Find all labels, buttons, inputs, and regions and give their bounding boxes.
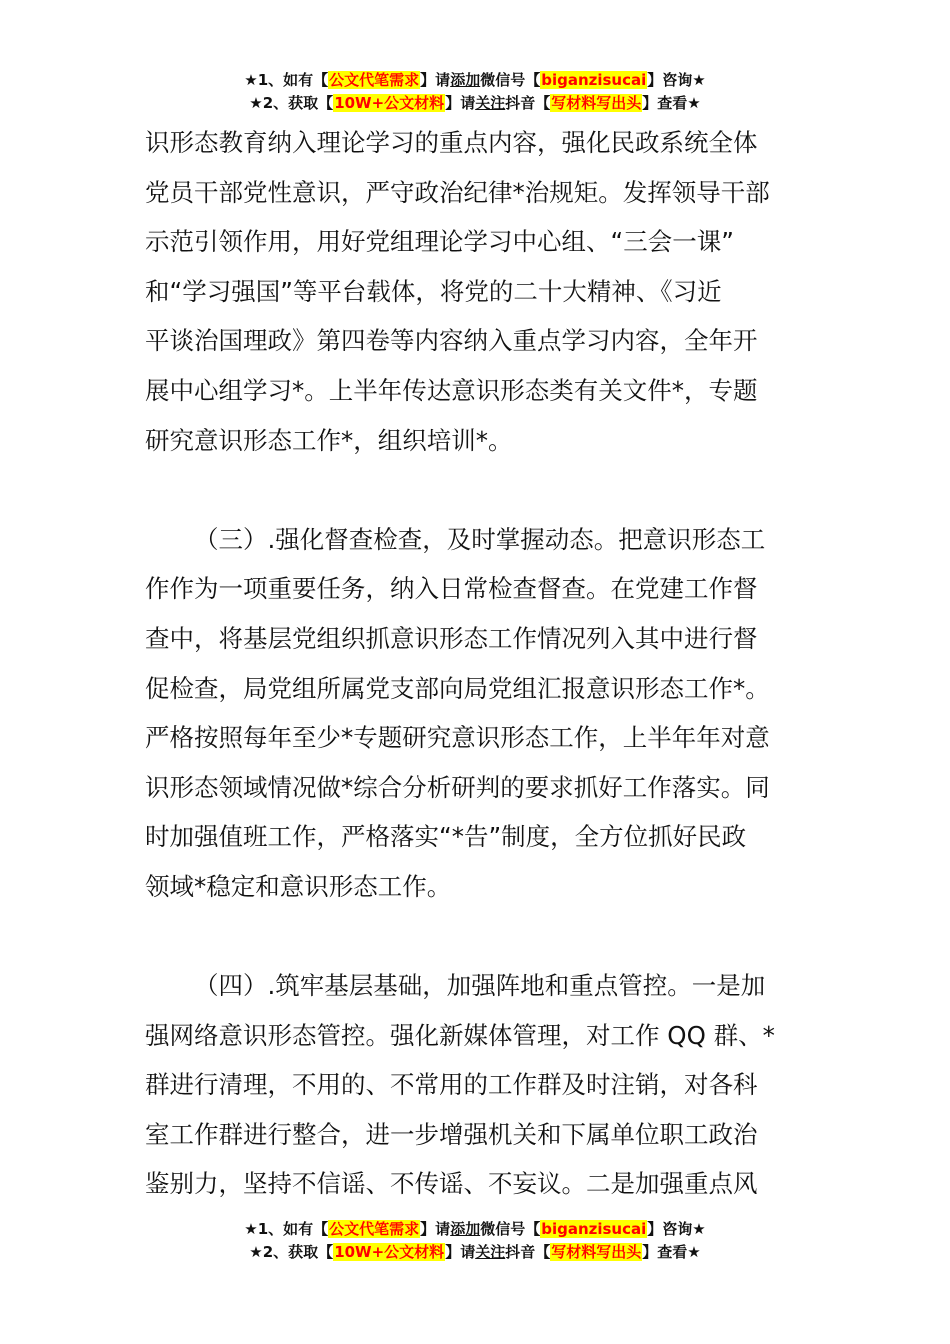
banner-text: 】请 [445,1243,476,1261]
text-line: （三）.强化督查检查，及时掌握动态。把意识形态工 [194,524,766,554]
banner-text: 】查看★ [642,1243,701,1261]
text-line: 鉴别力，坚持不信谣、不传谣、不妄议。二是加强重点风 [145,1169,758,1199]
underlined-text: 添加 [450,71,481,89]
text-line: 识形态领域情况做*综合分析研判的要求抓好工作落实。同 [145,772,770,802]
banner-text: 】咨询★ [647,1220,706,1238]
underlined-text: 添加 [450,1220,481,1238]
highlight-text: biganzisucai [541,71,647,89]
text-line: 作作为一项重要任务，纳入日常检查督查。在党建工作督 [145,574,758,604]
text-line: 展中心组学习*。上半年传达意识形态类有关文件*，专题 [145,375,758,405]
banner-text: ★2、获取【 [249,94,334,112]
footer-banner [0,1218,950,1264]
banner-text: 抖音【 [505,1243,551,1261]
text-line: 室工作群进行整合，进一步增强机关和下属单位职工政治 [145,1119,758,1149]
text-line: 领域*稳定和意识形态工作。 [145,871,452,901]
banner-text: 微信号【 [480,1220,541,1238]
text-line: 群进行清理，不用的、不常用的工作群及时注销，对各科 [145,1070,758,1100]
highlight-text: 公文代笔需求 [329,71,420,89]
text-line: 严格按照每年至少*专题研究意识形态工作，上半年年对意 [145,723,770,753]
paragraph-3 [145,961,807,1209]
banner-line-1 [0,1218,950,1241]
banner-text: 】查看★ [642,94,701,112]
banner-text: 抖音【 [505,94,551,112]
underlined-text: 关注 [475,94,506,112]
banner-text: 】请 [445,94,476,112]
text-line: 强网络意识形态管控。强化新媒体管理，对工作 QQ 群、* [145,1020,775,1050]
paragraph-spacer [145,912,807,962]
banner-text: ★1、如有【 [244,1220,329,1238]
banner-line-2 [0,92,950,115]
paragraph-2 [145,515,807,912]
banner-text: ★1、如有【 [244,71,329,89]
underlined-text: 关注 [475,1243,506,1261]
banner-line-1 [0,69,950,92]
banner-text: 】请 [420,1220,451,1238]
text-line: 示范引领作用，用好党组理论学习中心组、“三会一课” [145,227,734,257]
text-line: 促检查，局党组所属党支部向局党组汇报意识形态工作*。 [145,673,770,703]
highlight-text: 公文代笔需求 [329,1220,420,1238]
highlight-text: 10W+公文材料 [334,94,445,112]
highlight-text: 写材料写出头 [551,94,642,112]
text-line: 平谈治国理政》第四卷等内容纳入重点学习内容，全年开 [145,326,758,356]
text-line: 研究意识形态工作*，组织培训*。 [145,425,513,455]
text-line: 识形态教育纳入理论学习的重点内容，强化民政系统全体 [145,128,758,157]
highlight-text: biganzisucai [541,1220,647,1238]
banner-text: ★2、获取【 [249,1243,334,1261]
banner-text: 】请 [420,71,451,89]
text-line: （四）.筑牢基层基础，加强阵地和重点管控。一是加 [194,971,766,1001]
paragraph-spacer [145,465,807,515]
text-line: 和“学习强国”等平台载体，将党的二十大精神、《习近 [145,276,722,306]
banner-text: 微信号【 [480,71,541,89]
highlight-text: 写材料写出头 [551,1243,642,1261]
text-line: 时加强值班工作，严格落实“*告”制度，全方位抓好民政 [145,822,747,852]
banner-line-2 [0,1241,950,1264]
document-body [145,118,807,1209]
header-banner [0,69,950,115]
highlight-text: 10W+公文材料 [334,1243,445,1261]
paragraph-1 [145,118,807,465]
text-line: 党员干部党性意识，严守政治纪律*治规矩。发挥领导干部 [145,177,770,207]
text-line: 查中，将基层党组织抓意识形态工作情况列入其中进行督 [145,623,758,653]
banner-text: 】咨询★ [647,71,706,89]
